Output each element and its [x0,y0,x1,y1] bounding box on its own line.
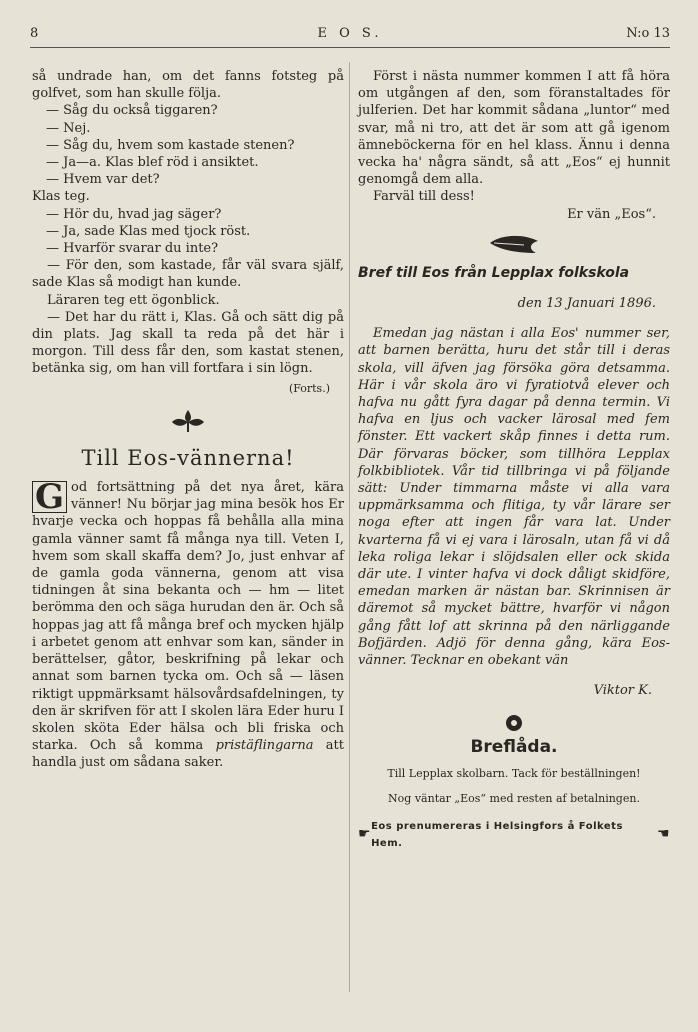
story-line: — För den, som kastade, får väl svara själf, sade Klas så modigt han kunde. [32,258,344,291]
story-line: Läraren teg ett ögonblick. [47,292,220,308]
section-body [32,479,344,771]
pointing-hand-left-icon: ☚ [656,826,670,843]
issue-number: N:o 13 [626,26,670,41]
story-line: — Hör du, hvad jag säger? [46,206,222,222]
page-header [30,26,670,44]
masthead-title: E O S. [317,26,383,41]
story-line: — Det har du rätt i, Klas. Gå och sätt dig på din plats. Jag skall ta reda på det här i morgon. Till dess får den, som kastat stenen, betänka sig, om han vill fortfara i sin lögn. [32,309,344,377]
signature-line: Er vän „Eos“. [567,206,656,222]
mailbox-line: Till Lepplax skolbarn. Tack för beställningen! [387,766,641,780]
story-line: — Ja—a. Klas blef röd i ansiktet. [46,155,259,171]
story-line: så undrade han, om det fanns fotsteg på golfvet, som han skulle följa. [32,69,344,102]
header-rule [30,47,670,48]
fleuron-ornament-icon [168,408,208,434]
story-line: — Hvem var det? [46,172,160,188]
section-title: Till Eos-vännerna! [81,445,295,470]
dropcap: G [32,481,67,513]
letter-signature-row [358,682,670,699]
column-divider [349,62,350,992]
right-column [358,68,670,852]
page-number: 8 [30,26,39,41]
quill-ornament-icon [484,231,544,257]
flower-ornament-icon [502,713,526,735]
mailbox-line: Nog väntar „Eos“ med resten af betalningen. [388,791,640,805]
story-line: — Såg du, hvem som kastade stenen? [46,137,295,153]
continued-note: (Forts.) [288,381,330,395]
pointing-hand-icon: ☛ [358,826,372,843]
story-line: — Såg du också tiggaren? [46,103,218,119]
section-body-text: od fortsättning på det nya året, kära vänner! Nu börjar jag mina besök hos Er hvarje vecka och hoppas få behålla alla mina gamla vänner samt få många nya till. Veten I, hvem som skall skaffa dem? Jo, just enhvar af de gamla goda vännerna, genom att visa tidningen åt sina bekanta och — hm — litet berömma den och säga hurudan den är. Och så hoppas jag att få många bref och mycken hjälp i arbetet genom att enhvar som kan, sänder in berättelser, gåtor, beskrifning på lekar och annat som barnen tycka om. Och så — läsen riktigt uppmärksamt hälsovårdsafdelningen, ty den är skrifven för att I skolen lära Eder huru I skolen sköta Eder hälsa och bli friska och starka. Och så komma [32,480,344,754]
intro-paragraph: Först i nästa nummer kommen I att få höra om utgången af den, som föranstaltades för julferien. Det har kommit sådana „luntor“ med svar, må ni tro, att det är som att gå igenom ämneböckerna för en hel klass. Ännu i denna vecka ha' några sändt, så att „Eos“ ej hunnit genomgå dem alla. [358,69,670,188]
letter-date: den 13 Januari 1896. [517,296,656,312]
letter-signer: Viktor K. [593,683,652,699]
story-line: — Ja, sade Klas med tjock röst. [46,223,251,239]
section-body-end: att handla just om sådana saker. [32,738,344,771]
story-line: — Hvarför svarar du inte? [46,241,219,257]
left-column [32,68,344,772]
footer-banner [358,818,670,852]
story-line: — Nej. [46,120,91,136]
farewell-line: Farväl till dess! [373,189,475,205]
letter-body: Emedan jag nästan i alla Eos' nummer ser, att barnen berätta, huru det står till i deras skola, vill äfven jag försöka göra detsamma. Här i vår skola äro vi fyratiotvå elever och hafva nu gått fyra dagar på denna termin. Vi hafva en ljus och vacker lärosal med fem fönster. Ett vackert skåp finnes i detta rum. Där förvaras böcker, som tillhöra Lepplax folkbibliotek. Vår tid tillbringa vi på följande sätt: Under timmarna måste vi alla vara uppmärksamma och flitiga, ty vår lärare ser noga efter att ingen får vara lat. Under kvarterna få vi ej vara i lärosaln, utan få vi då leka roliga lekar i slöjdsalen eller ock skida där ute. I vinter hafva vi dock dåligt skidföre, emedan marken är nästan bar. Skrinnisen är däremot så mycket bättre, hvarför vi någon gång fått lof att skrinna på den närliggande Bofjärden. Adjö för denna gång, kära Eos-vänner. Tecknar en obekant vän [358,326,670,669]
mailbox-title: Breflåda. [470,736,558,757]
story-line: Klas teg. [32,189,90,205]
section-body-italic: pristäflingarna [215,738,314,754]
footer-text: Eos prenumereras i Helsingfors å Folkets Hem. [371,820,623,849]
letter-title: Bref till Eos från Lepplax folkskola [358,264,630,281]
